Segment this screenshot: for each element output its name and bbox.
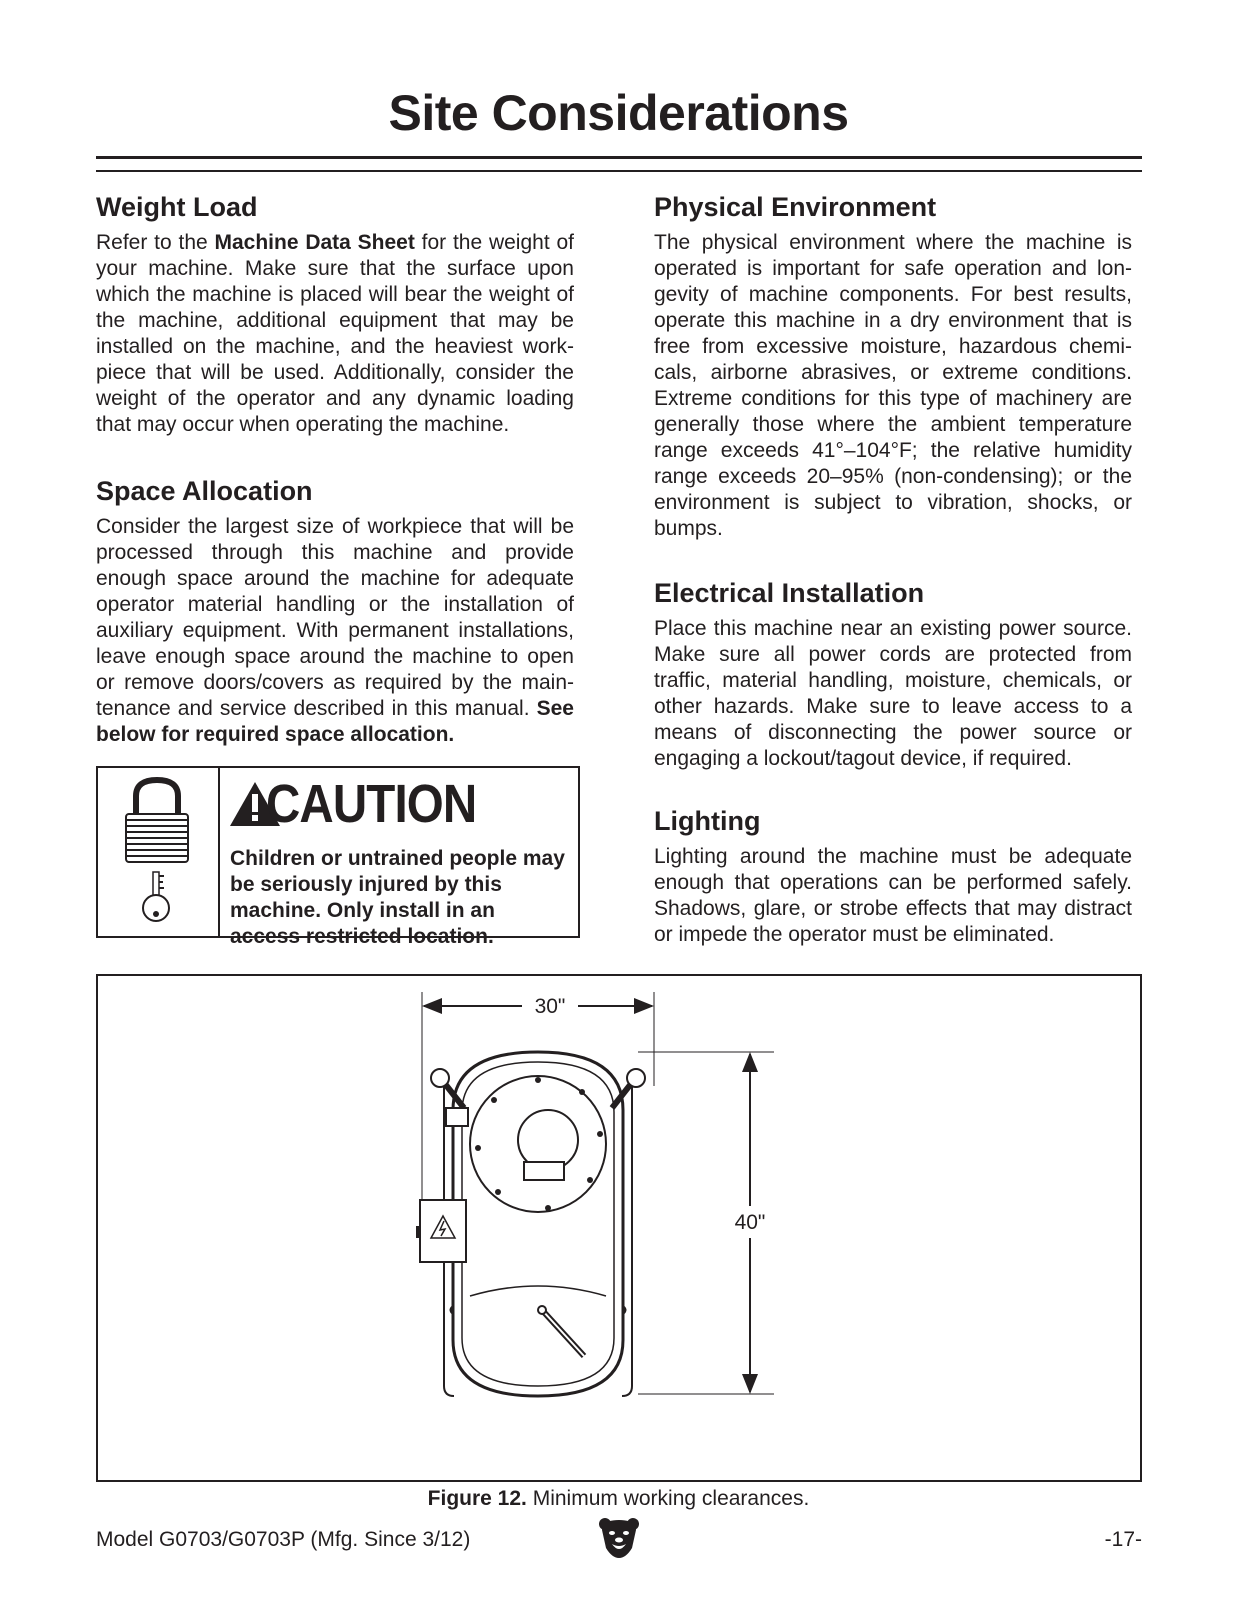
weight-load-section bbox=[96, 190, 574, 438]
clearance-diagram bbox=[98, 976, 1140, 1480]
caution-heading: CAUTION bbox=[266, 774, 477, 834]
electrical-installation-text: Place this machine near an existing power source. Make sure all power cords are protected from traffic, material handling, moisture, chemicals, or other hazards. Make sure to leave access to a means of disconnecting the power source or engaging a lockout/tagout device, if required. bbox=[654, 617, 1132, 770]
title-rule-thin bbox=[96, 170, 1142, 172]
caution-divider bbox=[218, 768, 220, 936]
caution-box bbox=[96, 766, 580, 948]
upper-wheel-bracket bbox=[524, 1162, 564, 1180]
title-rule-thick bbox=[96, 156, 1142, 159]
weight-load-heading: Weight Load bbox=[96, 192, 258, 222]
page-number: -17- bbox=[1104, 1528, 1142, 1551]
lower-wheel-arc bbox=[470, 1286, 606, 1296]
width-dimension-label: 30" bbox=[534, 995, 566, 1018]
handle-right-knob bbox=[627, 1069, 645, 1087]
page-title: Site Considerations bbox=[388, 85, 849, 141]
space-allocation-heading: Space Allocation bbox=[96, 476, 313, 506]
lighting-text: Lighting around the machine must be adequate enough that operations can be performed safely. Shadows, glare, or strobe effects that may distract or impede the operator must be eliminated. bbox=[654, 845, 1132, 946]
physical-environment-section bbox=[654, 190, 1132, 542]
caution-text: Children or untrained people may be seriously injured by this machine. Only install in an access restricted location. bbox=[230, 847, 565, 948]
space-allocation-section bbox=[96, 474, 574, 748]
lighting-section bbox=[654, 804, 1132, 948]
machine-inner-outline bbox=[462, 1062, 614, 1386]
padlock-and-key-icon bbox=[122, 776, 192, 931]
electrical-installation-section bbox=[654, 576, 1132, 772]
height-dimension-label: 40" bbox=[734, 1211, 766, 1234]
handle-left-knob bbox=[431, 1069, 449, 1087]
lighting-heading: Lighting bbox=[654, 806, 761, 836]
footer-model: Model G0703/G0703P (Mfg. Since 3/12) bbox=[96, 1528, 471, 1551]
figure-box bbox=[96, 974, 1142, 1482]
upper-wheel bbox=[470, 1076, 606, 1212]
weight-load-text: Refer to the Machine Data Sheet for the weight of your machine. Make sure that the surface upon which the machine is placed will bear the weight of the machine, additional equipment that may be installed on the machine, and the heaviest work-piece that will be used. Additionally, consider the weight of the operator and any dynamic loading that may occur when operating the machine. bbox=[96, 231, 574, 436]
figure-caption: Figure 12. Minimum working clearances. bbox=[427, 1487, 810, 1510]
space-allocation-text: Consider the largest size of workpiece that will be processed through this machine and provide enough space around the machine for adequate operator material handling or the installation of auxiliary equipment. With permanent installations, leave enough space around the machine to open or remove doors/covers as required by the main-tenance and service described in this manual. See below for required space allocation. bbox=[96, 515, 574, 746]
electrical-installation-heading: Electrical Installation bbox=[654, 578, 925, 608]
upper-guide-block bbox=[446, 1108, 468, 1126]
physical-environment-heading: Physical Environment bbox=[654, 192, 937, 222]
physical-environment-text: The physical environment where the machine is operated is important for safe operation and lon-gevity of machine components. For best results, operate this machine in a dry environment that is free from excessive moisture, hazardous chemi-cals, airborne abrasives, or extreme conditions. Extreme conditions for this type of machinery are generally those where the ambient temperature range exceeds 41°–104°F; the relative humidity range exceeds 20–95% (non-condensing); or the environment is subject to vibration, shocks, or bumps. bbox=[654, 231, 1132, 540]
bear-logo-icon bbox=[598, 1516, 640, 1565]
machine-body bbox=[453, 1052, 623, 1396]
